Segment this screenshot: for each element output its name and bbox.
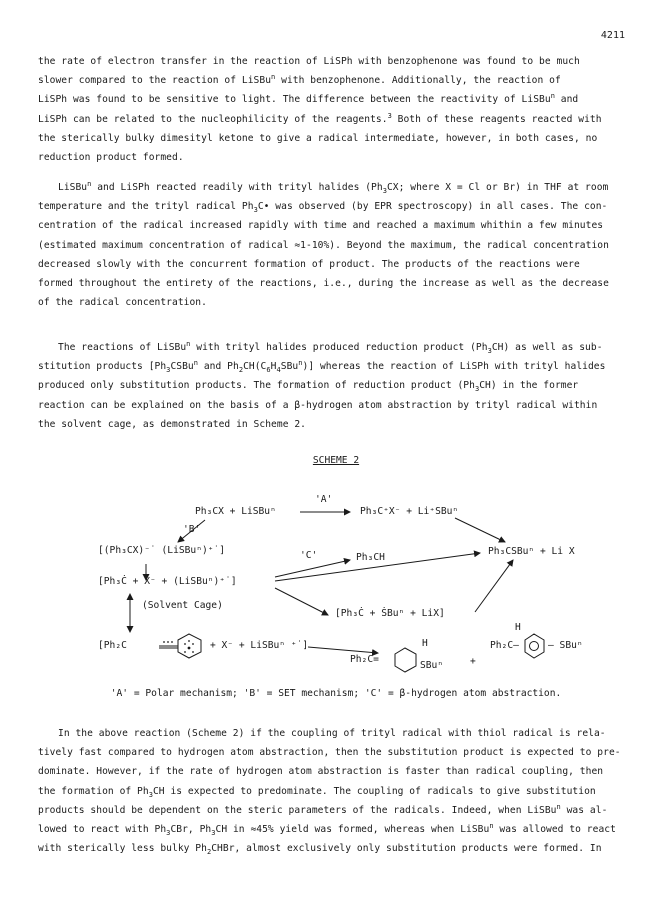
- para2-line7: of the radical concentration.: [38, 297, 207, 309]
- quinoid-sbu: SBuⁿ: [420, 660, 444, 671]
- free-radicals: [Ph₃Ċ + ṠBuⁿ + LiX]: [335, 608, 445, 619]
- paragraph-1: [38, 52, 636, 167]
- reduction-product: Ph₃CH: [356, 552, 385, 563]
- reactants: Ph₃CX + LiSBuⁿ: [195, 506, 276, 517]
- trityl-radical-left: [Ph₂C: [98, 640, 127, 651]
- page-number: 4211: [600, 30, 625, 41]
- arrow-to-radicals: [275, 588, 328, 615]
- para3-line1: The reactions of LiSBu$^n$ with trityl halides produced reduction product $(Ph_3CH)$ as well as sub-: [58, 339, 603, 355]
- para1-line3: LiSPh was found to be sensitive to light. The difference between the reactivity of LiSBu$^n$ and: [38, 92, 579, 106]
- para2-line2: temperature and the trityl radical $Ph_3C•$ was observed (by EPR spectroscopy) in all cases. The con-: [38, 201, 608, 215]
- label-b: 'B': [183, 524, 201, 535]
- h-label-2: H: [515, 622, 521, 633]
- para2-line3: centration of the radical increased rapidly with time and reached a maximum whithin a few minutes: [38, 220, 604, 232]
- para2-line5: decreased slowly with the concurrent formation of product. The products of the reactions were: [38, 258, 580, 270]
- benzene-radical-ring: [178, 634, 201, 658]
- para1-line1: the rate of electron transfer in the reaction of LiSPh with benzophenone was found to be much: [38, 56, 580, 67]
- scheme-caption: 'A' = Polar mechanism; 'B' = SET mechanism; 'C' = β-hydrogen atom abstraction.: [110, 688, 562, 699]
- cyclohexadiene-ring: [395, 648, 416, 672]
- arrow-to-final: [308, 647, 378, 653]
- para1-line4: LiSPh can be related to the nucleophilicity of the reagents.$^3$ Both of these reagents reacted with: [38, 111, 602, 125]
- para3-line4: reaction can be explained on the basis of a β-hydrogen atom abstraction by trityl radical within: [38, 399, 598, 411]
- para1-line5: the sterically bulky dimesityl ketone to give a radical intermediate, however, in both cases, no: [38, 132, 598, 144]
- para4-line1: In the above reaction (Scheme 2) if the coupling of trityl radical with thiol radical is rela-: [58, 728, 606, 739]
- h-label-1: H: [422, 638, 428, 649]
- aryl-product-left: Ph₂C–: [490, 640, 519, 651]
- paragraph-2: [38, 178, 636, 312]
- para1-line2: slower compared to the reaction of LiSBu$^n$ with benzophenone. Additionally, the reaction of: [38, 73, 561, 87]
- polar-products: Ph₃C⁺X⁻ + Li⁺SBuⁿ: [360, 506, 459, 517]
- paragraph-4: [38, 724, 636, 858]
- para4-line5: products should be dependent on the steric parameters of the radicals. Indeed, when LiSBu$^n$ was al-: [38, 802, 608, 816]
- scheme-2-diagram: [60, 480, 620, 690]
- solvent-cage-label: (Solvent Cage): [142, 600, 223, 611]
- benzene-ring-2: [525, 634, 544, 658]
- label-c: 'C': [300, 550, 318, 561]
- paragraph-3: [38, 338, 636, 434]
- caged-radicals: [Ph₃Ċ + X⁻ + (LiSBuⁿ)⁺˙]: [98, 576, 237, 587]
- arrow-to-substitution: [455, 518, 505, 542]
- para3-line3: produced only substitution products. The formation of reduction product $(Ph_3CH)$ in the former: [38, 380, 579, 394]
- scheme-title: SCHEME 2: [312, 455, 360, 466]
- para4-line2: tively fast compared to hydrogen atom abstraction, then the substitution product is expected to pre-: [38, 747, 621, 759]
- radical-ion-pair: [(Ph₃CX)⁻˙ (LiSBuⁿ)⁺˙]: [98, 545, 226, 556]
- para4-line3: dominate. However, if the rate of hydrogen atom abstraction is faster than radical coupling, then: [38, 766, 604, 778]
- trityl-radical-right: + X⁻ + LiSBuⁿ ⁺˙]: [210, 640, 309, 651]
- substitution-product: Ph₃CSBuⁿ + Li X: [488, 546, 575, 557]
- plus-sign: +: [470, 656, 476, 667]
- aromatic-circle: [530, 642, 539, 651]
- para3-line5: the solvent cage, as demonstrated in Scheme 2.: [38, 418, 306, 430]
- quinoid-product: Ph₂C=: [350, 654, 379, 665]
- para4-line4: the formation of $Ph_3CH$ is expected to predominate. The coupling of radicals to give substitution: [38, 785, 596, 799]
- para2-line6: formed throughout the entirety of the reactions, i.e., during the increase as well as the decrease: [38, 278, 609, 290]
- para1-line6: reduction product formed.: [38, 152, 184, 164]
- arrow-radical-coupling: [475, 560, 513, 612]
- aryl-product-right: – SBuⁿ: [548, 640, 583, 651]
- arrow-c: [275, 560, 350, 577]
- para2-line1: LiSBu$^n$ and LiSPh reacted readily with trityl halides ($Ph_3CX$; where X = Cl or Br) in THF at room: [58, 179, 609, 195]
- para4-line7: with sterically less bulky $Ph_2CHBr$, almost exclusively only substitution products were formed. In: [38, 843, 602, 857]
- label-a: 'A': [315, 494, 333, 505]
- para4-line6: lowed to react with $Ph_3CBr$, $Ph_3CH$ in ≈45% yield was formed, whereas when LiSBu$^n$ was allowed to react: [38, 821, 616, 837]
- para3-line2: stitution products [$Ph_3CSBu^n$ and $Ph_2CH(C_6H_4SBu^n)$] whereas the reaction of LiSPh with trityl halides: [38, 359, 606, 375]
- para2-line4: (estimated maximum concentration of radical ≈1-10%). Beyond the maximum, the radical concentration: [38, 239, 609, 251]
